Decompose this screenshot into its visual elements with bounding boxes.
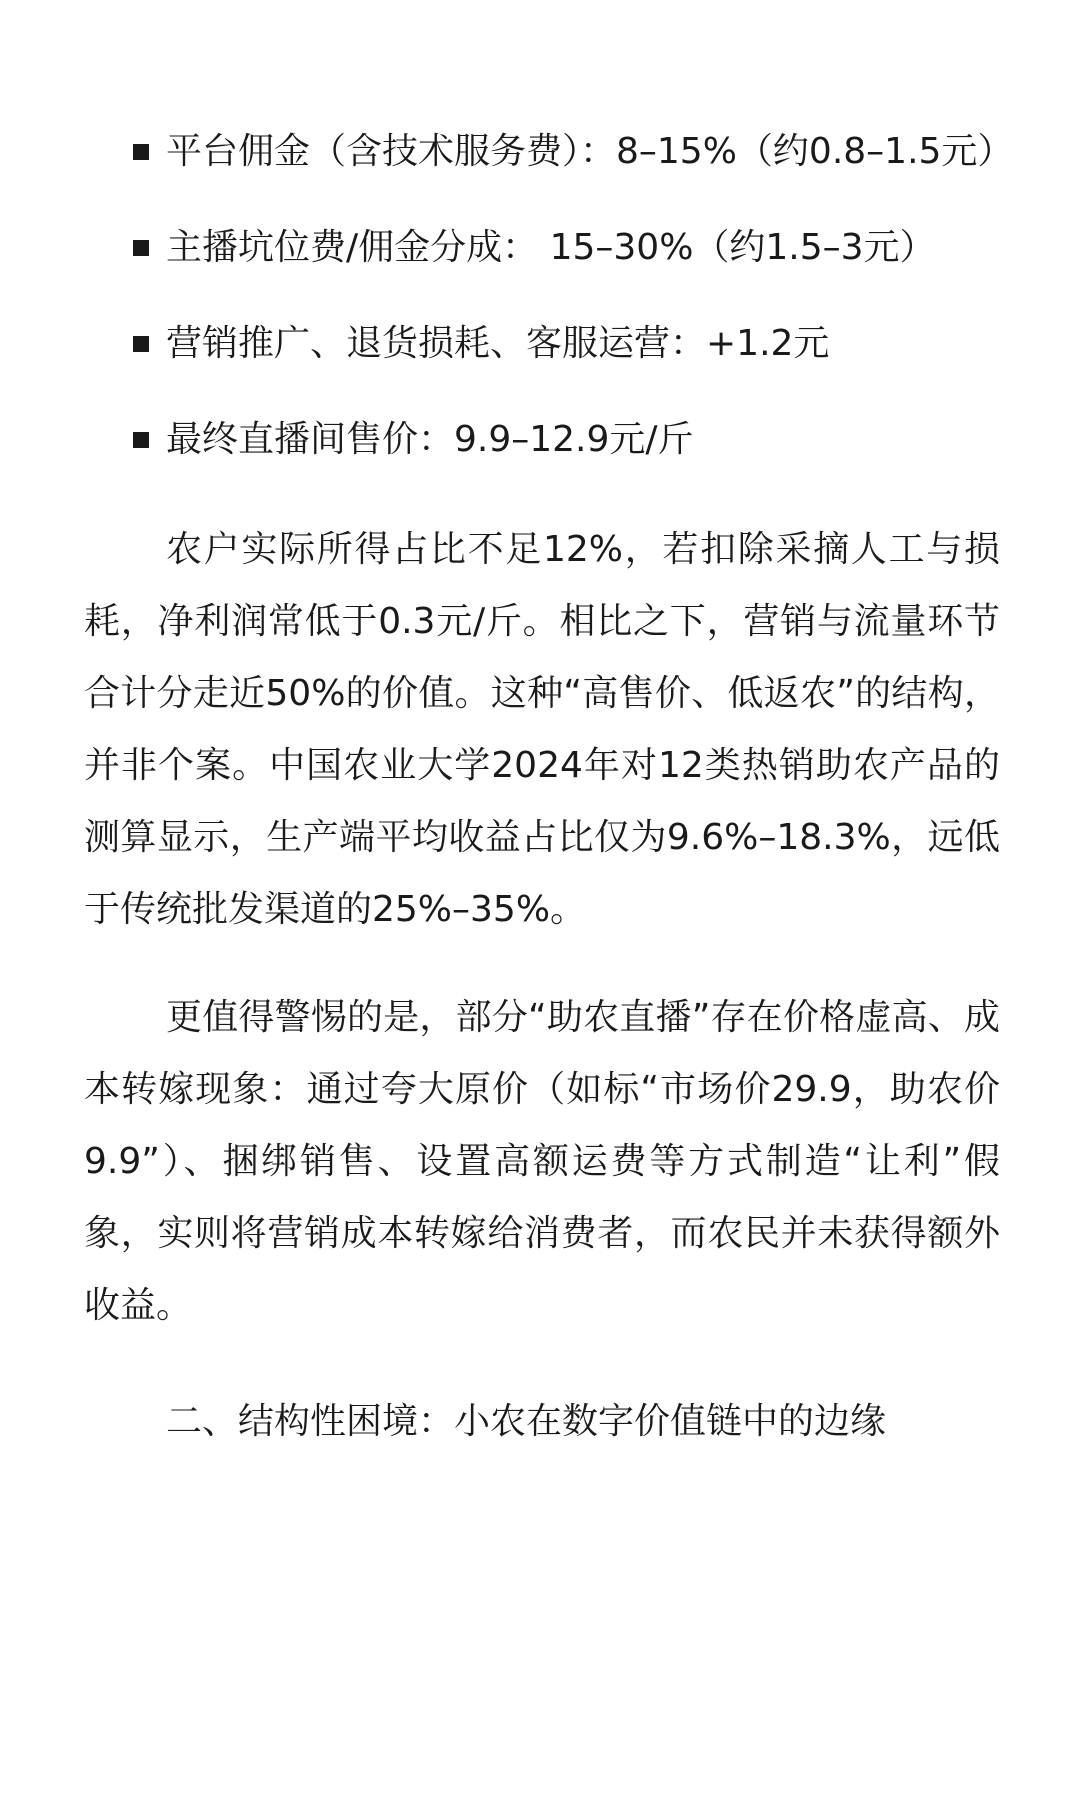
- article-body: [84, 118, 1014, 1458]
- paragraph-farmer-share: 农户实际所得占比不足12%，若扣除采摘人工与损耗，净利润常低于0.3元/斤。相比之下，营销与流量环节合计分走近50%的价值。这种“高售价、低返农”的结构，并非个案。中国农业大学2024年对12类热销助农产品的测算显示，生产端平均收益占比仅为9.6%–18.3%，远低于传统批发渠道的25%–35%。: [84, 529, 1000, 930]
- square-bullet-icon: [133, 432, 149, 448]
- bullet-text: 营销推广、退货损耗、客服运营：+1.2元: [166, 323, 830, 364]
- bullet-text: 主播坑位费/佣金分成： 15–30%（约1.5–3元）: [166, 227, 936, 268]
- bullet-item-marketing-costs: [84, 310, 1000, 378]
- paragraph-price-inflation: 更值得警惕的是，部分“助农直播”存在价格虚高、成本转嫁现象：通过夸大原价（如标“市场价29.9，助农价9.9”）、捆绑销售、设置高额运费等方式制造“让利”假象，实则将营销成本转嫁给消费者，而农民并未获得额外收益。: [84, 997, 1000, 1326]
- bullet-text: 最终直播间售价：9.9–12.9元/斤: [166, 419, 694, 460]
- square-bullet-icon: [133, 336, 149, 352]
- bullet-text: 平台佣金（含技术服务费）：8–15%（约0.8–1.5元）: [166, 131, 1014, 172]
- bullet-item-platform-commission: [84, 118, 1014, 186]
- square-bullet-icon: [133, 240, 149, 256]
- square-bullet-icon: [133, 144, 149, 160]
- bullet-item-final-price: [84, 406, 1000, 474]
- section-heading: 二、结构性困境：小农在数字价值链中的边缘: [166, 1401, 887, 1442]
- bullet-item-anchor-fee: [84, 214, 1000, 282]
